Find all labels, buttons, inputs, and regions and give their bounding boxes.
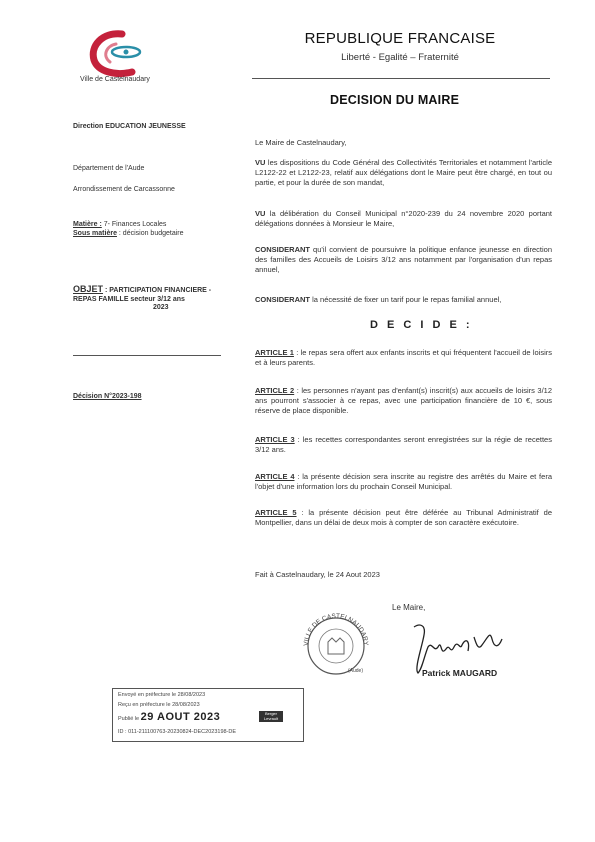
sous-matiere-value: : décision budgetaire	[116, 230, 184, 237]
considerant-paragraph-2: CONSIDERANT la nécessité de fixer un tarif pour le repas familial annuel,	[255, 295, 502, 304]
arrondissement-label: Arrondissement de Carcassonne	[73, 186, 175, 193]
article-2: ARTICLE 2 : les personnes n'ayant pas d'enfant(s) inscrit(s) aux accueils de loisirs 3/12 ans pourront s'associer à ce repas, avec une participation financière de 10 €, sous réserve de place disponible.	[255, 386, 552, 415]
signatory-title: Le Maire,	[392, 603, 426, 612]
direction-label: Direction EDUCATION JEUNESSE	[73, 123, 186, 130]
receipt-id: ID : 011-211100763-20230824-DEC2023198-DE	[118, 729, 237, 735]
objet-line2: REPAS FAMILLE secteur 3/12 ans	[73, 295, 185, 303]
opening-line: Le Maire de Castelnaudary,	[255, 138, 347, 147]
departement-label: Département de l'Aude	[73, 165, 145, 172]
objet-label: OBJET	[73, 284, 104, 294]
objet-line3: 2023	[153, 304, 169, 311]
decide-heading: D E C I D E :	[370, 319, 473, 331]
document-title: DECISION DU MAIRE	[330, 93, 460, 107]
berger-levrault-badge: Berger Levrault	[259, 711, 283, 722]
svg-text:VILLE DE CASTELNAUDARY: VILLE DE CASTELNAUDARY	[302, 612, 370, 647]
article-4: ARTICLE 4 : la présente décision sera inscrite au registre des arrêtés du Maire et fera l'objet d'une information lors du prochain Conseil Municipal.	[255, 472, 552, 491]
sous-matiere-label: Sous matière	[73, 230, 117, 237]
objet-block	[73, 285, 233, 313]
considerant-paragraph-1: CONSIDERANT qu'il convient de poursuivre la politique enfance jeunesse en direction des familles des Accueils de Loisirs 3/12 ans notamment par l'organisation d'un repas annuel,	[255, 245, 552, 274]
receipt-published	[118, 711, 220, 723]
published-date: 29 AOUT 2023	[140, 711, 221, 723]
official-stamp	[298, 610, 376, 676]
sous-matiere-line	[73, 230, 184, 239]
matiere-value: 7- Finances Locales	[101, 221, 167, 228]
city-logo	[80, 28, 160, 80]
republic-motto: Liberté - Egalité – Fraternité	[341, 52, 459, 63]
header-divider	[252, 78, 550, 79]
article-5: ARTICLE 5 : la présente décision peut être déférée au Tribunal Administratif de Montpellier, dans un délai de deux mois à compter de son caractère exécutoire.	[255, 508, 552, 527]
place-date: Fait à Castelnaudary, le 24 Aout 2023	[255, 570, 380, 579]
vu-paragraph-1: VU les dispositions du Code Général des Collectivités Territoriales et notamment l'article L2122-22 et L2122-23, relatif aux délégations dont le Maire peut être chargé, en tout ou partie, et pour la durée de son mandat,	[255, 158, 552, 187]
published-label: Publié le	[118, 716, 140, 722]
article-1: ARTICLE 1 : le repas sera offert aux enfants inscrits et qui fréquentent l'accueil de loisirs et à leurs parents.	[255, 348, 552, 367]
signatory-name: Patrick MAUGARD	[422, 668, 498, 678]
prefecture-receipt	[112, 688, 304, 742]
vu-paragraph-2: VU la délibération du Conseil Municipal n°2020-239 du 24 novembre 2020 portant délégations données à Monsieur le Maire,	[255, 209, 552, 228]
decision-number: Décision N°2023-198	[73, 393, 142, 400]
republic-title: REPUBLIQUE FRANCAISE	[304, 30, 496, 47]
article-3: ARTICLE 3 : les recettes correspondantes seront enregistrées sur la régie de recettes 3/12 ans.	[255, 435, 552, 454]
objet-line1: : PARTICIPATION FINANCIERE -	[103, 287, 212, 294]
receipt-sent: Envoyé en préfecture le 28/08/2023	[118, 692, 206, 698]
svg-text:(Aude): (Aude)	[348, 668, 364, 674]
receipt-received: Reçu en préfecture le 28/08/2023	[118, 702, 200, 708]
matiere-line	[73, 221, 166, 230]
left-divider	[73, 355, 221, 356]
town-name: Ville de Castelnaudary	[80, 76, 150, 83]
matiere-label: Matière :	[73, 221, 102, 228]
